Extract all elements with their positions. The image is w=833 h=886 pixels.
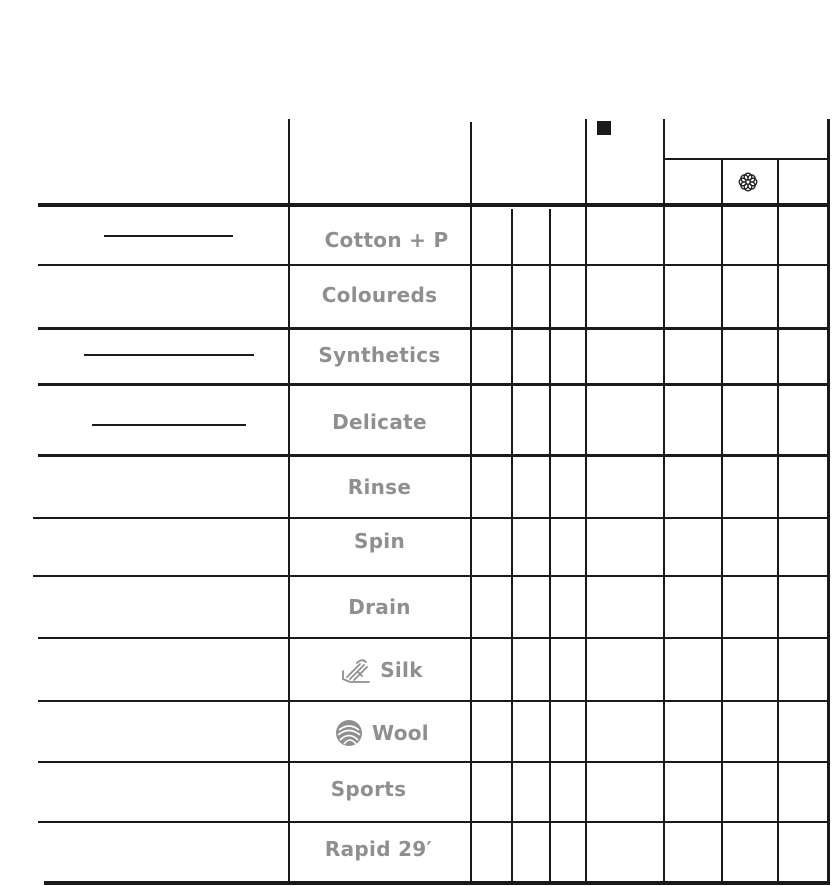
underline-mark	[92, 424, 246, 426]
programme-coloureds: Coloureds	[321, 283, 438, 307]
col-divider-3	[511, 209, 513, 884]
programme-rinse: Rinse	[347, 475, 412, 499]
row-line	[38, 383, 830, 386]
programme-wool: Wool	[289, 713, 470, 753]
flower-icon	[737, 171, 759, 193]
programme-drain: Drain	[348, 595, 411, 619]
row-line	[38, 700, 830, 702]
row-line	[38, 821, 830, 823]
row-line	[38, 264, 830, 266]
row-line	[38, 761, 830, 763]
row-line	[38, 637, 830, 639]
row-line	[33, 517, 830, 519]
subheader-line	[663, 158, 830, 160]
underline-mark	[104, 235, 233, 237]
programme-spin: Spin	[353, 529, 405, 553]
col-divider-5	[585, 119, 587, 884]
col-divider-2	[470, 122, 472, 884]
row-line	[33, 575, 830, 577]
col-divider-7	[721, 159, 723, 884]
row-line	[38, 327, 830, 330]
right-border	[827, 119, 830, 884]
row-line	[38, 454, 830, 457]
underline-mark	[84, 354, 254, 356]
header-bottom-line	[38, 203, 830, 207]
hand-wash-icon	[340, 656, 372, 684]
programme-cotton: Cotton + P	[324, 228, 449, 252]
wool-ball-icon	[334, 718, 364, 748]
programme-synthetics: Synthetics	[318, 343, 441, 367]
col-divider-8	[777, 159, 779, 884]
programme-sports: Sports	[330, 777, 407, 801]
filled-square-icon	[597, 121, 611, 135]
programme-delicate: Delicate	[332, 410, 427, 434]
programme-silk: Silk	[289, 652, 470, 688]
table-bottom-line	[44, 881, 830, 885]
programme-rapid: Rapid 29′	[324, 837, 433, 861]
col-divider-4	[549, 209, 551, 884]
col-divider-6	[663, 119, 665, 884]
